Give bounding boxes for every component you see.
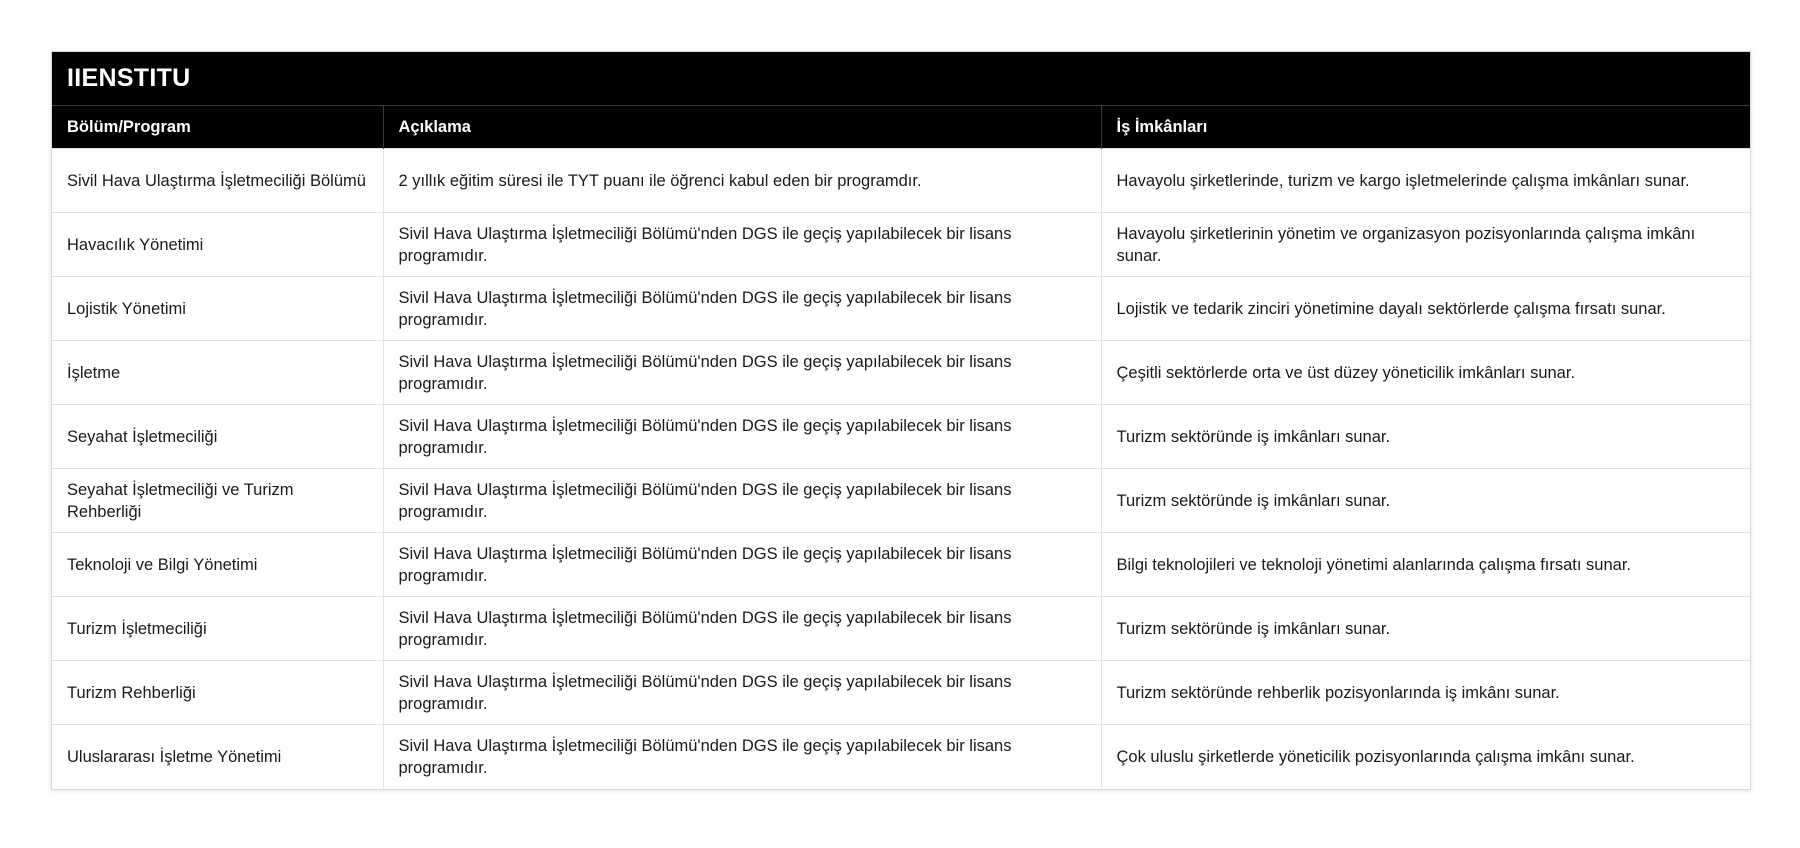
job-opportunities-cell: Havayolu şirketlerinde, turizm ve kargo işletmelerinde çalışma imkânları sunar. bbox=[1101, 149, 1750, 213]
table-row bbox=[52, 213, 1750, 277]
table-row bbox=[52, 405, 1750, 469]
description-cell: Sivil Hava Ulaştırma İşletmeciliği Bölümü'nden DGS ile geçiş yapılabilecek bir lisans programıdır. bbox=[383, 213, 1101, 277]
table-row bbox=[52, 277, 1750, 341]
description-cell: Sivil Hava Ulaştırma İşletmeciliği Bölümü'nden DGS ile geçiş yapılabilecek bir lisans programıdır. bbox=[383, 469, 1101, 533]
table-row bbox=[52, 725, 1750, 789]
job-opportunities-cell: Çok uluslu şirketlerde yöneticilik pozisyonlarında çalışma imkânı sunar. bbox=[1101, 725, 1750, 789]
description-cell: Sivil Hava Ulaştırma İşletmeciliği Bölümü'nden DGS ile geçiş yapılabilecek bir lisans programıdır. bbox=[383, 341, 1101, 405]
description-cell: Sivil Hava Ulaştırma İşletmeciliği Bölümü'nden DGS ile geçiş yapılabilecek bir lisans programıdır. bbox=[383, 405, 1101, 469]
description-cell: 2 yıllık eğitim süresi ile TYT puanı ile öğrenci kabul eden bir programdır. bbox=[383, 149, 1101, 213]
column-header-description: Açıklama bbox=[383, 106, 1101, 149]
column-header-program: Bölüm/Program bbox=[52, 106, 383, 149]
program-cell: Seyahat İşletmeciliği bbox=[52, 405, 383, 469]
description-cell: Sivil Hava Ulaştırma İşletmeciliği Bölümü'nden DGS ile geçiş yapılabilecek bir lisans programıdır. bbox=[383, 533, 1101, 597]
description-cell: Sivil Hava Ulaştırma İşletmeciliği Bölümü'nden DGS ile geçiş yapılabilecek bir lisans programıdır. bbox=[383, 725, 1101, 789]
description-cell: Sivil Hava Ulaştırma İşletmeciliği Bölümü'nden DGS ile geçiş yapılabilecek bir lisans programıdır. bbox=[383, 597, 1101, 661]
column-header-job-opportunities: İş İmkânları bbox=[1101, 106, 1750, 149]
description-cell: Sivil Hava Ulaştırma İşletmeciliği Bölümü'nden DGS ile geçiş yapılabilecek bir lisans programıdır. bbox=[383, 277, 1101, 341]
program-cell: Teknoloji ve Bilgi Yönetimi bbox=[52, 533, 383, 597]
brand-title: IIENSTITU bbox=[52, 52, 1750, 106]
description-cell: Sivil Hava Ulaştırma İşletmeciliği Bölümü'nden DGS ile geçiş yapılabilecek bir lisans programıdır. bbox=[383, 661, 1101, 725]
job-opportunities-cell: Turizm sektöründe iş imkânları sunar. bbox=[1101, 405, 1750, 469]
table-header-row bbox=[52, 106, 1750, 149]
job-opportunities-cell: Çeşitli sektörlerde orta ve üst düzey yöneticilik imkânları sunar. bbox=[1101, 341, 1750, 405]
table-row bbox=[52, 597, 1750, 661]
program-cell: Havacılık Yönetimi bbox=[52, 213, 383, 277]
program-cell: Turizm Rehberliği bbox=[52, 661, 383, 725]
program-cell: Sivil Hava Ulaştırma İşletmeciliği Bölümü bbox=[52, 149, 383, 213]
program-cell: Seyahat İşletmeciliği ve Turizm Rehberliği bbox=[52, 469, 383, 533]
table-row bbox=[52, 149, 1750, 213]
table-row bbox=[52, 661, 1750, 725]
job-opportunities-cell: Turizm sektöründe iş imkânları sunar. bbox=[1101, 469, 1750, 533]
job-opportunities-cell: Turizm sektöründe rehberlik pozisyonlarında iş imkânı sunar. bbox=[1101, 661, 1750, 725]
table-row bbox=[52, 341, 1750, 405]
job-opportunities-cell: Turizm sektöründe iş imkânları sunar. bbox=[1101, 597, 1750, 661]
job-opportunities-cell: Havayolu şirketlerinin yönetim ve organizasyon pozisyonlarında çalışma imkânı sunar. bbox=[1101, 213, 1750, 277]
program-cell: İşletme bbox=[52, 341, 383, 405]
program-table bbox=[52, 106, 1750, 789]
program-cell: Lojistik Yönetimi bbox=[52, 277, 383, 341]
program-table-card bbox=[51, 51, 1751, 790]
program-cell: Turizm İşletmeciliği bbox=[52, 597, 383, 661]
table-row bbox=[52, 469, 1750, 533]
job-opportunities-cell: Bilgi teknolojileri ve teknoloji yönetimi alanlarında çalışma fırsatı sunar. bbox=[1101, 533, 1750, 597]
job-opportunities-cell: Lojistik ve tedarik zinciri yönetimine dayalı sektörlerde çalışma fırsatı sunar. bbox=[1101, 277, 1750, 341]
table-row bbox=[52, 533, 1750, 597]
program-cell: Uluslararası İşletme Yönetimi bbox=[52, 725, 383, 789]
